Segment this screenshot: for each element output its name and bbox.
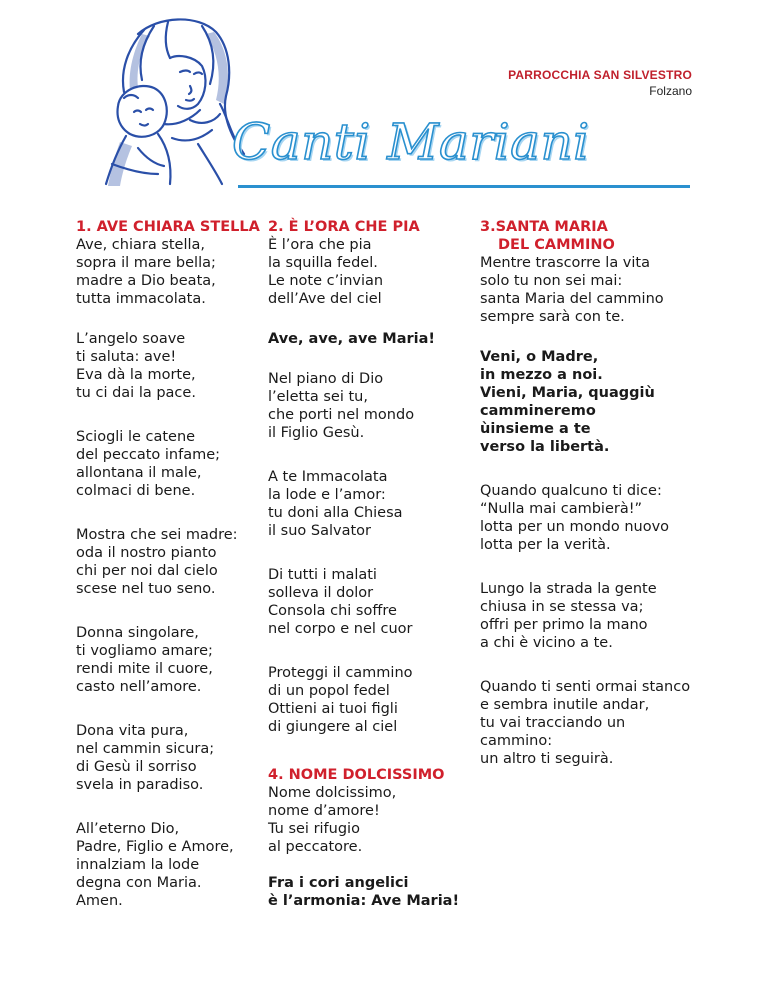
song-4-refrain: Fra i cori angelici è l’armonia: Ave Maria!	[268, 875, 460, 909]
parish-place: Folzano	[649, 84, 692, 98]
madonna-child-illustration	[98, 14, 250, 192]
song-1-stanza-7: All’eterno Dio, Padre, Figlio e Amore, innalziam la lode degna con Maria. Amen.	[76, 821, 234, 909]
song-2-stanza-4: Di tutti i malati solleva il dolor Consola chi soffre nel corpo e nel cuor	[268, 567, 413, 637]
song-3-stanza-1: Mentre trascorre la vita solo tu non sei mai: santa Maria del cammino sempre sarà con te.	[480, 255, 664, 325]
song-1-stanza-6: Dona vita pura, nel cammin sicura; di Gesù il sorriso svela in paradiso.	[76, 723, 215, 793]
song-1-stanza-4: Mostra che sei madre: oda il nostro pianto chi per noi dal cielo scese nel tuo seno.	[76, 527, 238, 597]
song-2-stanza-1: È l’ora che pia la squilla fedel. Le note c’invian dell’Ave del ciel	[268, 237, 384, 307]
song-3-title-line-1: 3.SANTA MARIA	[480, 219, 608, 235]
column-3	[480, 218, 700, 768]
column-1	[76, 218, 266, 910]
song-2-stanza-3: A te Immacolata la lode e l’amor: tu doni alla Chiesa il suo Salvator	[268, 469, 403, 539]
page-title: Canti Mariani	[232, 113, 590, 171]
parish-name: PARROCCHIA SAN SILVESTRO	[508, 68, 692, 82]
title-underline	[238, 185, 690, 188]
parish-header	[508, 68, 692, 98]
song-3-stanza-3: Lungo la strada la gente chiusa in se stessa va; offri per primo la mano a chi è vicino a te.	[480, 581, 657, 651]
song-1-stanza-2: L’angelo soave ti saluta: ave! Eva dà la morte, tu ci dai la pace.	[76, 331, 196, 401]
song-2-stanza-5: Proteggi il cammino di un popol fedel Ottieni ai tuoi figli di giungere al ciel	[268, 665, 413, 735]
song-1-title: 1. AVE CHIARA STELLA	[76, 219, 260, 235]
song-2-stanza-2: Nel piano di Dio l’eletta sei tu, che porti nel mondo il Figlio Gesù.	[268, 371, 415, 441]
song-3-refrain: Veni, o Madre, in mezzo a noi. Vieni, Maria, quaggiù cammineremo ùinsieme a te verso la libertà.	[480, 349, 655, 455]
song-3-title-line-2: DEL CAMMINO	[498, 237, 615, 253]
song-1-stanza-1: Ave, chiara stella, sopra il mare bella; madre a Dio beata, tutta immacolata.	[76, 237, 216, 307]
song-3-stanza-2: Quando qualcuno ti dice: “Nulla mai cambierà!” lotta per un mondo nuovo lotta per la verità.	[480, 483, 670, 553]
column-2	[268, 218, 468, 910]
song-2-refrain: Ave, ave, ave Maria!	[268, 331, 436, 347]
song-1-stanza-3: Sciogli le catene del peccato infame; allontana il male, colmaci di bene.	[76, 429, 221, 499]
song-3-stanza-4: Quando ti senti ormai stanco e sembra inutile andar, tu vai tracciando un cammino: un altro ti seguirà.	[480, 679, 691, 767]
song-4-stanza-1: Nome dolcissimo, nome d’amore! Tu sei rifugio al peccatore.	[268, 785, 397, 855]
song-2-title: 2. È L’ORA CHE PIA	[268, 219, 420, 235]
song-1-stanza-5: Donna singolare, ti vogliamo amare; rendi mite il cuore, casto nell’amore.	[76, 625, 213, 695]
song-4-title: 4. NOME DOLCISSIMO	[268, 767, 445, 783]
